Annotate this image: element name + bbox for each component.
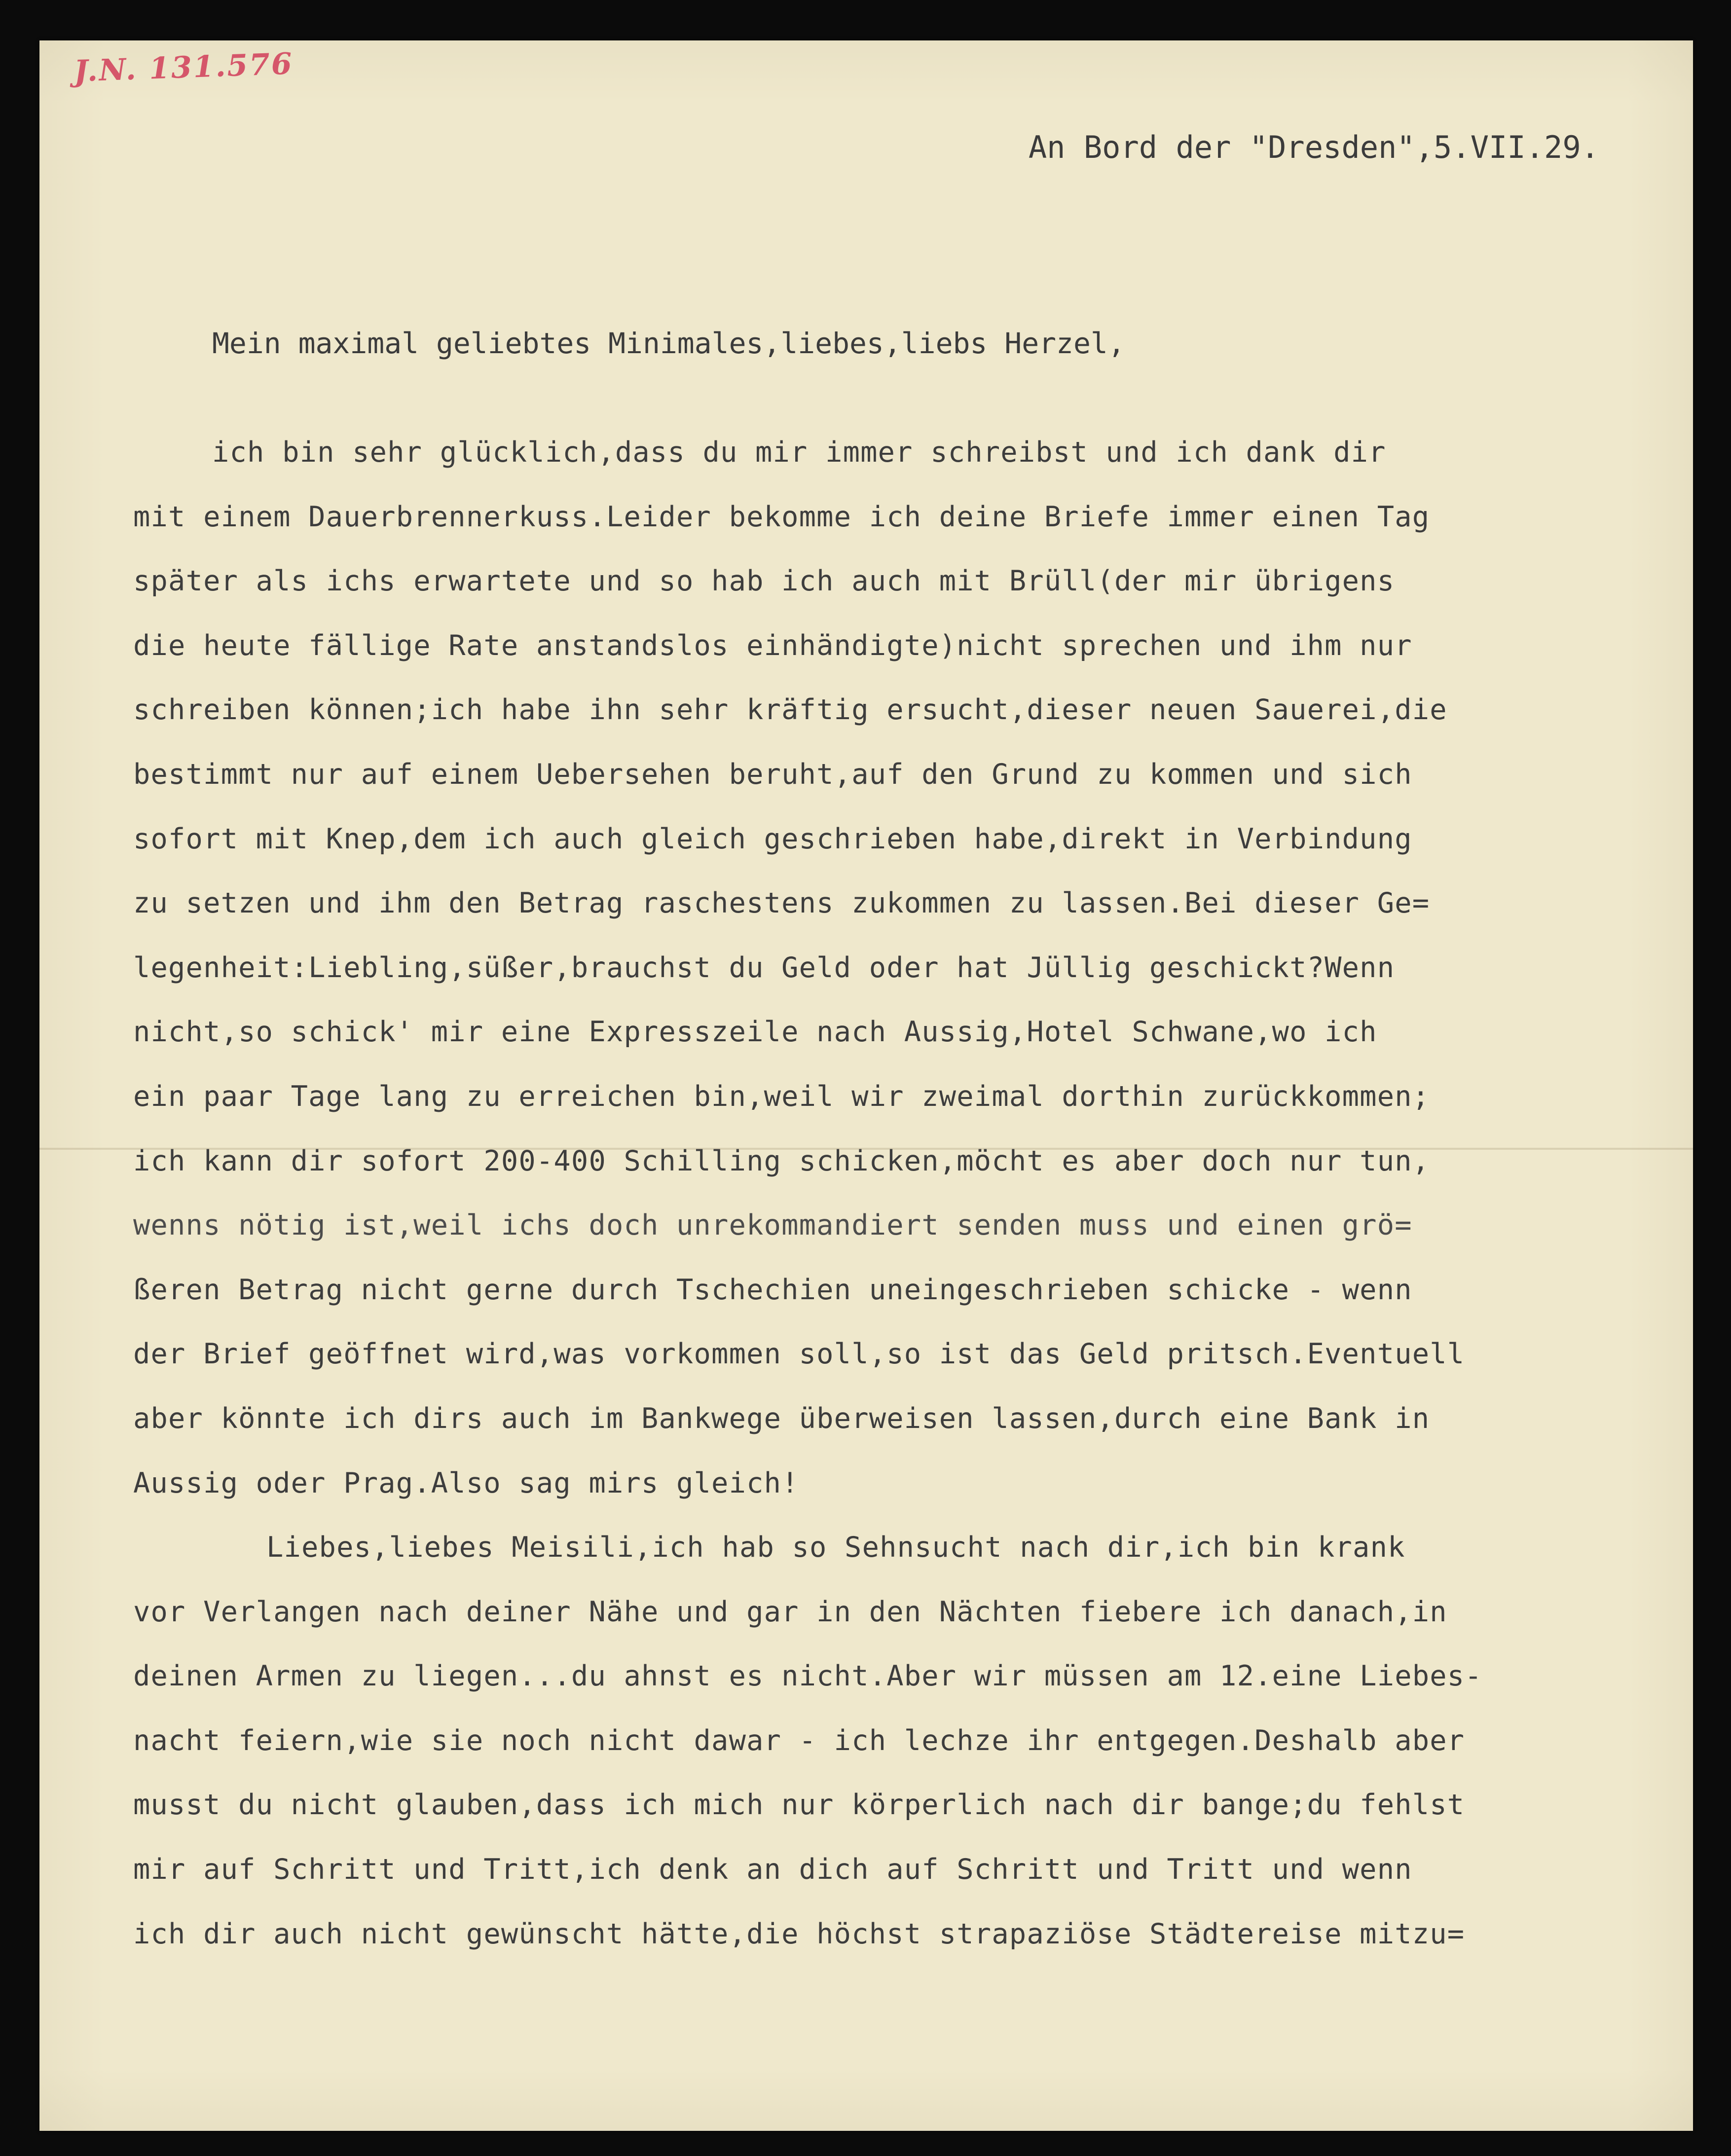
body-line: Aussig oder Prag.Also sag mirs gleich! [133,1466,799,1499]
body-line: der Brief geöffnet wird,was vorkommen soll,so ist das Geld pritsch.Eventuell [133,1338,1465,1371]
body-line: ich bin sehr glücklich,dass du mir immer schreibst und ich dank dir [212,436,1386,469]
letter-body [133,420,1613,1966]
body-line: mir auf Schritt und Tritt,ich denk an dich auf Schritt und Tritt und wenn [133,1853,1412,1886]
salutation: Mein maximal geliebtes Minimales,liebes,liebs Herzel, [212,327,1125,360]
body-line: musst du nicht glauben,dass ich mich nur körperlich nach dir bange;du fehlst [133,1789,1465,1822]
body-line: bestimmt nur auf einem Uebersehen beruht,auf den Grund zu kommen und sich [133,758,1412,791]
body-line: später als ichs erwartete und so hab ich auch mit Brüll(der mir übrigens [133,565,1395,598]
dateline: An Bord der "Dresden",5.VII.29. [1028,129,1599,165]
body-line: ich kann dir sofort 200-400 Schilling schicken,möcht es aber doch nur tun, [133,1144,1430,1177]
body-line: mit einem Dauerbrennerkuss.Leider bekomme ich deine Briefe immer einen Tag [133,500,1430,533]
body-line: sofort mit Knep,dem ich auch gleich geschrieben habe,direkt in Verbindung [133,822,1412,855]
body-line: ein paar Tage lang zu erreichen bin,weil wir zweimal dorthin zurückkommen; [133,1080,1430,1113]
archive-mark: J.N. 131.576 [73,46,294,89]
body-line: aber könnte ich dirs auch im Bankwege überweisen lassen,durch eine Bank in [133,1402,1430,1435]
body-line: die heute fällige Rate anstandslos einhändigte)nicht sprechen und ihm nur [133,629,1412,662]
body-line: wenns nötig ist,weil ichs doch unrekommandiert senden muss und einen grö= [133,1209,1412,1242]
body-line: nacht feiern,wie sie noch nicht dawar - ich lechze ihr entgegen.Deshalb aber [133,1724,1465,1757]
body-line: ich dir auch nicht gewünscht hätte,die höchst strapaziöse Städtereise mitzu= [133,1917,1465,1950]
body-line: Liebes,liebes Meisili,ich hab so Sehnsucht nach dir,ich bin krank [266,1531,1405,1564]
letter-page [39,40,1693,2131]
body-line: zu setzen und ihm den Betrag raschestens zukommen zu lassen.Bei dieser Ge= [133,887,1430,920]
body-line: ßeren Betrag nicht gerne durch Tschechien uneingeschrieben schicke - wenn [133,1273,1412,1306]
body-line: nicht,so schick' mir eine Expresszeile nach Aussig,Hotel Schwane,wo ich [133,1016,1377,1049]
body-line: deinen Armen zu liegen...du ahnst es nicht.Aber wir müssen am 12.eine Liebes- [133,1660,1482,1693]
body-line: schreiben können;ich habe ihn sehr kräftig ersucht,dieser neuen Sauerei,die [133,694,1447,727]
body-line: vor Verlangen nach deiner Nähe und gar in den Nächten fiebere ich danach,in [133,1595,1447,1628]
body-line: legenheit:Liebling,süßer,brauchst du Geld oder hat Jüllig geschickt?Wenn [133,951,1395,984]
